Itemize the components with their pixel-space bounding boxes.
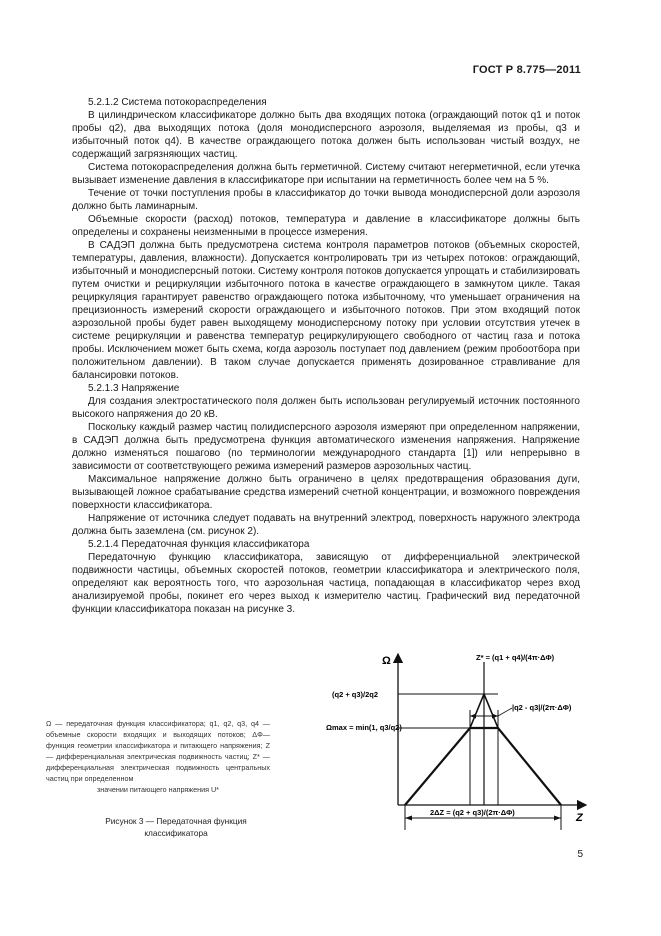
z-star-label: Z* = (q1 + q4)/(4π·ΔΦ) bbox=[476, 653, 555, 662]
legend-last-line: значении питающего напряжения U* bbox=[97, 785, 219, 794]
standard-id: ГОСТ Р 8.775—2011 bbox=[472, 64, 581, 76]
body-text bbox=[72, 96, 580, 616]
base-width-label: 2ΔZ = (q2 + q3)/(2π·ΔΦ) bbox=[430, 808, 515, 817]
figure-legend bbox=[46, 718, 270, 795]
y-axis-label: Ω bbox=[382, 655, 391, 667]
paragraph: Поскольку каждый размер частиц полидисперсного аэрозоля измеряют при определенном напряжении, в САДЭП должна быть предусмотрена функция автоматического изменения напряжения. Напряжение должно изменяться пошагово (по терминологии международного стандарта [1]) или непрерывно в зависимости от соответствующего режима измерений размеров аэрозольных частиц. bbox=[72, 422, 580, 472]
paragraph: В цилиндрическом классификаторе должно быть два входящих потока (ограждающий поток q1 и поток пробы q2), два выходящих потока (доля монодисперсного аэрозоля, выделяемая из пробы, q3 и избыточный поток q4). В качестве ограждающего потока должен быть использован чистый воздух, не содержащий загрязняющих частиц. bbox=[72, 110, 580, 160]
inner-width-leader bbox=[498, 708, 512, 716]
paragraph: Система потокораспределения должна быть герметичной. Систему считают негерметичной, если утечка вызывает изменение давления в классификаторе при испытании на герметичность более чем на 5 %. bbox=[72, 162, 580, 186]
section-heading: 5.2.1.2 Система потокораспределения bbox=[88, 97, 267, 108]
transfer-curve bbox=[405, 728, 561, 805]
paragraph: Для создания электростатического поля должен быть использован регулируемый источник постоянного высокого напряжения до 20 кВ. bbox=[72, 396, 580, 420]
paragraph: Течение от точки поступления пробы в классификатор до точки вывода монодисперсной доли аэрозоля должно быть ламинарным. bbox=[72, 188, 580, 212]
omega-max-label: Ωmax = min(1, q3/q2) bbox=[326, 723, 402, 732]
paragraph: Передаточную функцию классификатора, зависящую от дифференциальной электрической подвижности частицы, объемных скоростей потоков, геометрии классификатора и электрического поля, определяют как вероятность того, что аэрозольная частица, попадающая в классификатор через вход анализируемой пробы, покинет его через выход к измерителю частиц. Графический вид передаточной функции классификатора показан на рисунке 3. bbox=[72, 552, 580, 615]
page-number: 5 bbox=[577, 849, 583, 860]
section-heading: 5.2.1.4 Передаточная функция классификатора bbox=[88, 539, 310, 550]
section-heading: 5.2.1.3 Напряжение bbox=[88, 383, 180, 394]
legend-text: Ω — передаточная функция классификатора; q1, q2, q3, q4 — объемные скорости входящих и выходящих потоков; ΔΦ— функция геометрии классификатора и питающего напряжения; Z — дифференциальная электрическая подвижность частиц; Z* — дифференциальная электрическая подвижность центральных частиц при определенном bbox=[46, 719, 270, 783]
paragraph: Максимальное напряжение должно быть ограничено в целях предотвращения образования дуги, вызывающей ложное срабатывание средства измерений счетной концентрации, и возможного повреждения поверхности классификатора. bbox=[72, 474, 580, 511]
paragraph: Напряжение от источника следует подавать на внутренний электрод, поверхность наружного электрода должна быть заземлена (см. рисунок 2). bbox=[72, 513, 580, 537]
transfer-function-diagram bbox=[326, 648, 596, 840]
inner-width-label: |q2 - q3|/(2π·ΔΦ) bbox=[512, 703, 572, 712]
peak-label: (q2 + q3)/2q2 bbox=[332, 690, 379, 699]
x-axis-label: Z bbox=[576, 812, 583, 824]
figure-caption bbox=[76, 815, 276, 839]
paragraph: Объемные скорости (расход) потоков, температура и давление в классификаторе должны быть определены и сохранены неизменными в процессе измерения. bbox=[72, 214, 580, 238]
caption-line: классификатора bbox=[144, 828, 208, 838]
caption-line: Рисунок 3 — Передаточная функция bbox=[105, 816, 247, 826]
paragraph: В САДЭП должна быть предусмотрена система контроля параметров потоков (объемных скоростей, температуры, давления, влажности). Допускается контролировать три из четырех потоков: ограждающий, избыточный и монодисперсный потоки. Систему контроля потоков допускается упрощать и стабилизировать путем очистки и рециркуляции избыточного потока в качестве ограждающего в замкнутом цикле. Такая рециркуляция гарантирует равенство ограждающего потока избыточному, что уменьшает ограничения на прецизионность измерений скорости ограждающего и избыточного потоков. При этом входящий поток аэрозольной пробы будет равен выходящему монодисперсному потоку при условии отсутствия утечек в системе рециркуляции и равенства температур рециркулирующего свободного от частиц газа и потока пробы. Исключением может быть схема, когда аэрозоль поступает под давлением (режим пробоотбора при положительном давлении). В таком случае допускается применять дозированное стравливание для балансировки потоков. bbox=[72, 240, 580, 381]
